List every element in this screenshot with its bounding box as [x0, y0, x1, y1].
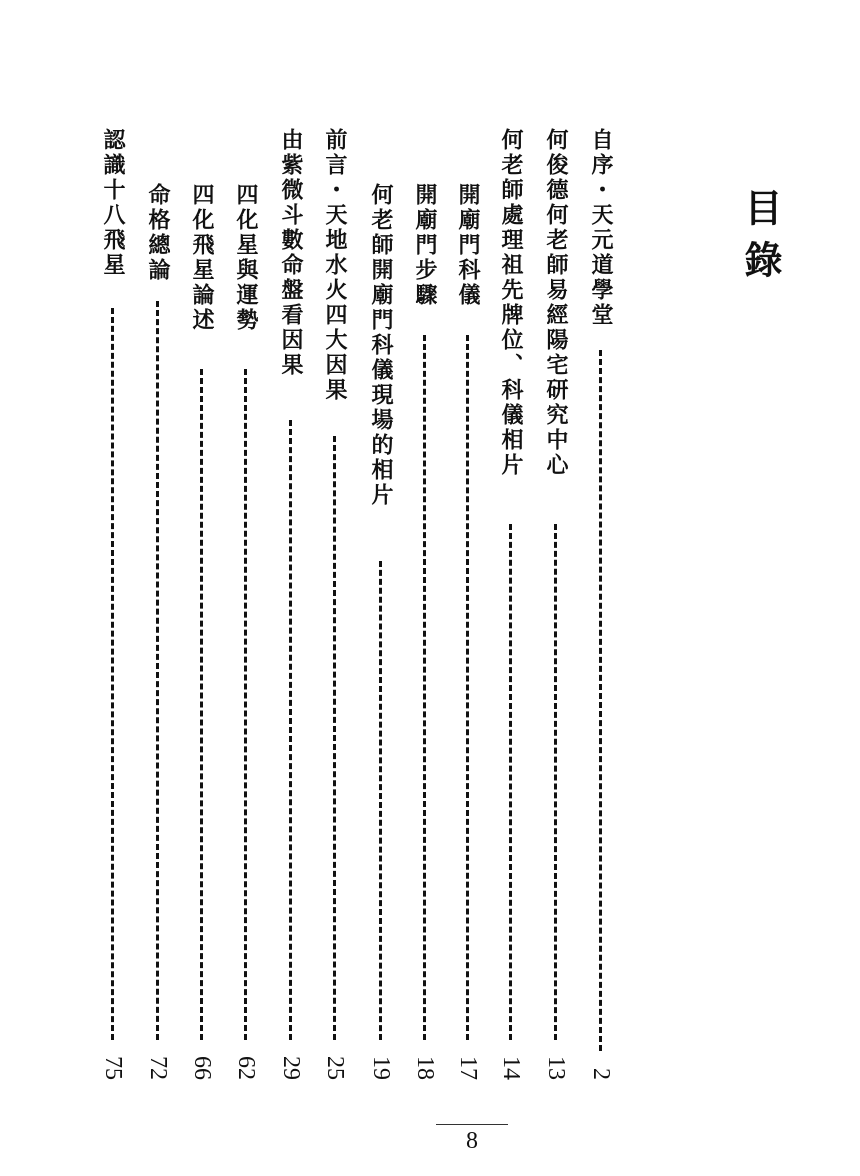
toc-entry-label: 由紫微斗數命盤看因果 — [278, 128, 304, 378]
toc-entry-label: 何俊德何老師易經陽宅研究中心 — [543, 128, 569, 478]
toc-entry[interactable] — [233, 183, 259, 1093]
dot-leader — [289, 420, 292, 1040]
dot-leader — [599, 350, 602, 1051]
toc-entry[interactable] — [322, 128, 348, 1093]
toc-entry[interactable] — [145, 183, 171, 1093]
toc-entry[interactable] — [455, 183, 481, 1093]
dot-leader — [509, 524, 512, 1040]
toc-entry[interactable] — [498, 128, 524, 1093]
toc-entry-label: 何老師處理祖先牌位、科儀相片 — [498, 128, 524, 478]
toc-entry-page: 75 — [100, 1056, 126, 1080]
toc-entry-page: 13 — [543, 1056, 569, 1080]
toc-entry-page: 25 — [322, 1056, 348, 1080]
toc-entry[interactable] — [412, 183, 438, 1093]
toc-entry-label: 命格總論 — [145, 183, 171, 283]
dot-leader — [200, 369, 203, 1040]
toc-entry-page: 72 — [145, 1056, 171, 1080]
dot-leader — [466, 335, 469, 1040]
toc-entry[interactable] — [368, 183, 394, 1093]
toc-entry-page: 29 — [278, 1056, 304, 1080]
dot-leader — [333, 436, 336, 1040]
toc-entry-label: 四化星與運勢 — [233, 183, 259, 333]
toc-entry-label: 認識十八飛星 — [100, 128, 126, 278]
toc-entry-label: 開廟門科儀 — [455, 183, 481, 308]
toc-entry[interactable] — [278, 128, 304, 1093]
dot-leader — [379, 561, 382, 1040]
toc-entry-label: 自序・天元道學堂 — [588, 128, 614, 328]
toc-entry-page: 2 — [588, 1068, 614, 1080]
toc-title: 目錄 — [738, 188, 783, 292]
footer-page-number: 8 — [466, 1128, 478, 1154]
toc-entry-page: 17 — [455, 1056, 481, 1080]
toc-entry[interactable] — [189, 183, 215, 1093]
toc-entry[interactable] — [543, 128, 569, 1093]
toc-entry-page: 19 — [368, 1056, 394, 1080]
toc-entry-page: 18 — [412, 1056, 438, 1080]
toc-entry-label: 何老師開廟門科儀現場的相片 — [368, 183, 394, 508]
toc-entry[interactable] — [588, 128, 614, 1093]
dot-leader — [156, 301, 159, 1040]
dot-leader — [244, 369, 247, 1040]
toc-entry-page: 66 — [189, 1056, 215, 1080]
toc-entry-label: 前言・天地水火四大因果 — [322, 128, 348, 403]
toc-entry-page: 14 — [498, 1056, 524, 1080]
footer-rule — [436, 1124, 508, 1125]
dot-leader — [423, 335, 426, 1040]
toc-entry[interactable] — [100, 128, 126, 1093]
toc-entry-page: 62 — [233, 1056, 259, 1080]
dot-leader — [111, 308, 114, 1040]
toc-entry-label: 開廟門步驟 — [412, 183, 438, 308]
dot-leader — [554, 524, 557, 1040]
toc-entry-label: 四化飛星論述 — [189, 183, 215, 333]
